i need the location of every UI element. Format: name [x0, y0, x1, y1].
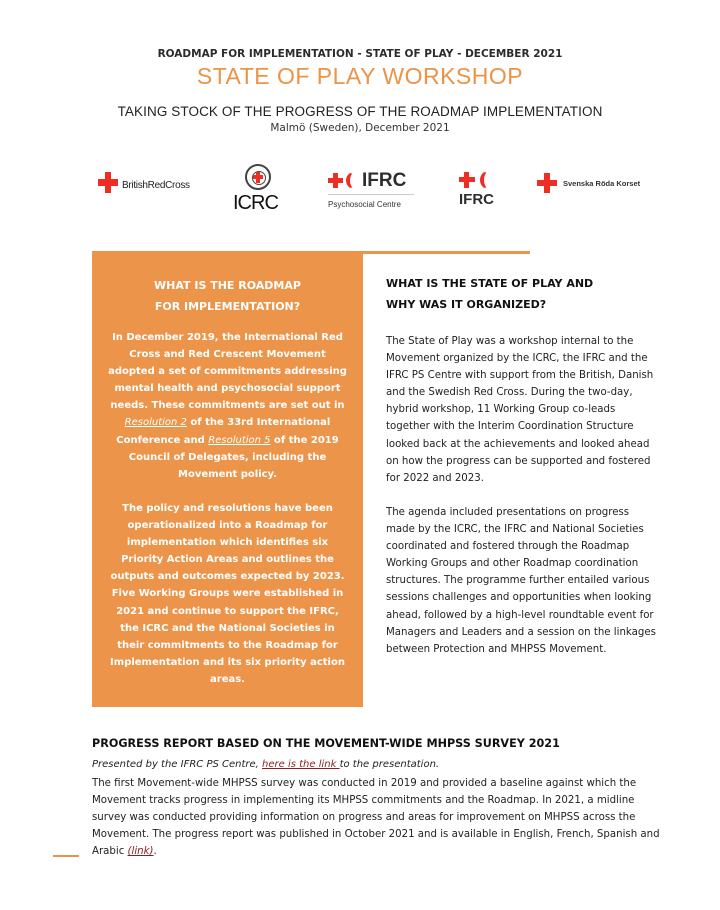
- roadmap-heading-line2: FOR IMPLEMENTATION?: [154, 300, 301, 313]
- roadmap-p1-text-mid: of the 33rd International Conference and: [116, 417, 331, 446]
- page-title: STATE OF PLAY WORKSHOP: [196, 63, 524, 89]
- intro-text-end: to the presentation.: [339, 759, 440, 770]
- progress-report-intro: [92, 759, 439, 770]
- place-date: Malmö (Sweden), December 2021: [270, 122, 450, 134]
- ifrc-psychosocial-centre-logo: [328, 170, 423, 214]
- page-subtitle: TAKING STOCK OF THE PROGRESS OF THE ROADMAP IMPLEMENTATION: [117, 104, 603, 119]
- state-of-play-heading-line2: WHY WAS IT ORGANIZED?: [386, 298, 547, 311]
- red-crescent-icon: [346, 172, 362, 189]
- roadmap-heading-line1: WHAT IS THE ROADMAP: [154, 279, 301, 292]
- state-of-play-paragraph-1: The State of Play was a workshop internal to the Movement organized by the ICRC, the IFRC and the IFRC PS Centre with support from the British, Danish and the Swedish Red Cross. During the two-day, hybrid workshop, 11 Working Group co-leads together with the Interim Coordination Structure looked back at the achievements and looked ahead on how the progress can be supported and fostered for 2022 and 2023.: [386, 336, 654, 484]
- swedish-red-cross-label: Svenska Röda Korset: [563, 179, 641, 188]
- progress-report-body: [92, 775, 662, 860]
- roadmap-paragraph-2: The policy and resolutions have been operationalized into a Roadmap for implementation which identifies six Priority Action Areas and outlines the outputs and outcomes expected by 2023. Five Working Groups were established in 2021 and continue to support the IFRC, the ICRC and the National Societies in their commitments to the Roadmap for Implementation and its six priority action areas.: [110, 503, 345, 685]
- roadmap-p1-text: In December 2019, the International Red Cross and Red Crescent Movement adopted a set of commitments addressing mental health and psychosocial support needs. These commitments are set out in: [108, 332, 347, 412]
- progress-report-heading: PROGRESS REPORT BASED ON THE MOVEMENT-WIDE MHPSS SURVEY 2021: [92, 737, 560, 750]
- roadmap-heading: [92, 275, 363, 317]
- roadmap-info-box: [92, 251, 363, 707]
- document-kicker: ROADMAP FOR IMPLEMENTATION - STATE OF PLAY - DECEMBER 2021: [157, 48, 563, 60]
- state-of-play-paragraph-2: The agenda included presentations on progress made by the ICRC, the IFRC and National Societies coordinated and fostered through the Roadmap Working Groups and other Roadmap coordination structures. The programme further entailed various sessions challenges and opportunities when looking ahead, followed by a high-level roundtable event for Managers and Leaders and a session on the linkages between Protection and MHPSS Movement.: [386, 507, 656, 655]
- ifrc-label: IFRC: [459, 191, 494, 208]
- ifrc-logo: [459, 171, 503, 213]
- state-of-play-heading-line1: WHAT IS THE STATE OF PLAY AND: [386, 277, 594, 290]
- intro-text: Presented by the IFRC PS Centre,: [92, 759, 263, 770]
- icrc-label: ICRC: [233, 192, 278, 214]
- body-text: The first Movement-wide MHPSS survey was conducted in 2019 and provided a baseline against which the Movement tracks progress in implementing its MHPSS commitments and the Roadmap. In 2021, a midline survey was conducted providing information on progress and areas for improvement on MHPSS across the Movement. The progress report was published in October 2021 and is available in English, French, Spanish and Arabic: [92, 778, 660, 858]
- body-text-end: .: [153, 846, 157, 858]
- footer-accent-line: [53, 855, 79, 857]
- state-of-play-heading: [386, 273, 666, 315]
- swedish-red-cross-logo: [537, 173, 647, 195]
- red-crescent-icon: [480, 171, 496, 189]
- british-red-cross-logo: [98, 172, 198, 196]
- roadmap-paragraph-1: [106, 329, 349, 483]
- presentation-link[interactable]: here is the link: [262, 759, 340, 770]
- icrc-emblem-icon: [245, 164, 271, 190]
- resolution-2-link[interactable]: Resolution 2: [124, 417, 187, 429]
- psychosocial-centre-label: Psychosocial Centre: [328, 200, 401, 209]
- british-red-cross-label: BritishRedCross: [122, 180, 190, 191]
- ifrc-ps-label: IFRC: [362, 170, 407, 191]
- resolution-5-link[interactable]: Resolution 5: [208, 434, 271, 446]
- red-cross-icon-bar: [98, 179, 118, 186]
- roadmap-p1-text-end: of the 2019 Council of Delegates, including the Movement policy.: [128, 434, 339, 480]
- accent-divider: [363, 251, 530, 254]
- icrc-logo: [233, 164, 285, 220]
- report-link[interactable]: (link): [127, 846, 154, 858]
